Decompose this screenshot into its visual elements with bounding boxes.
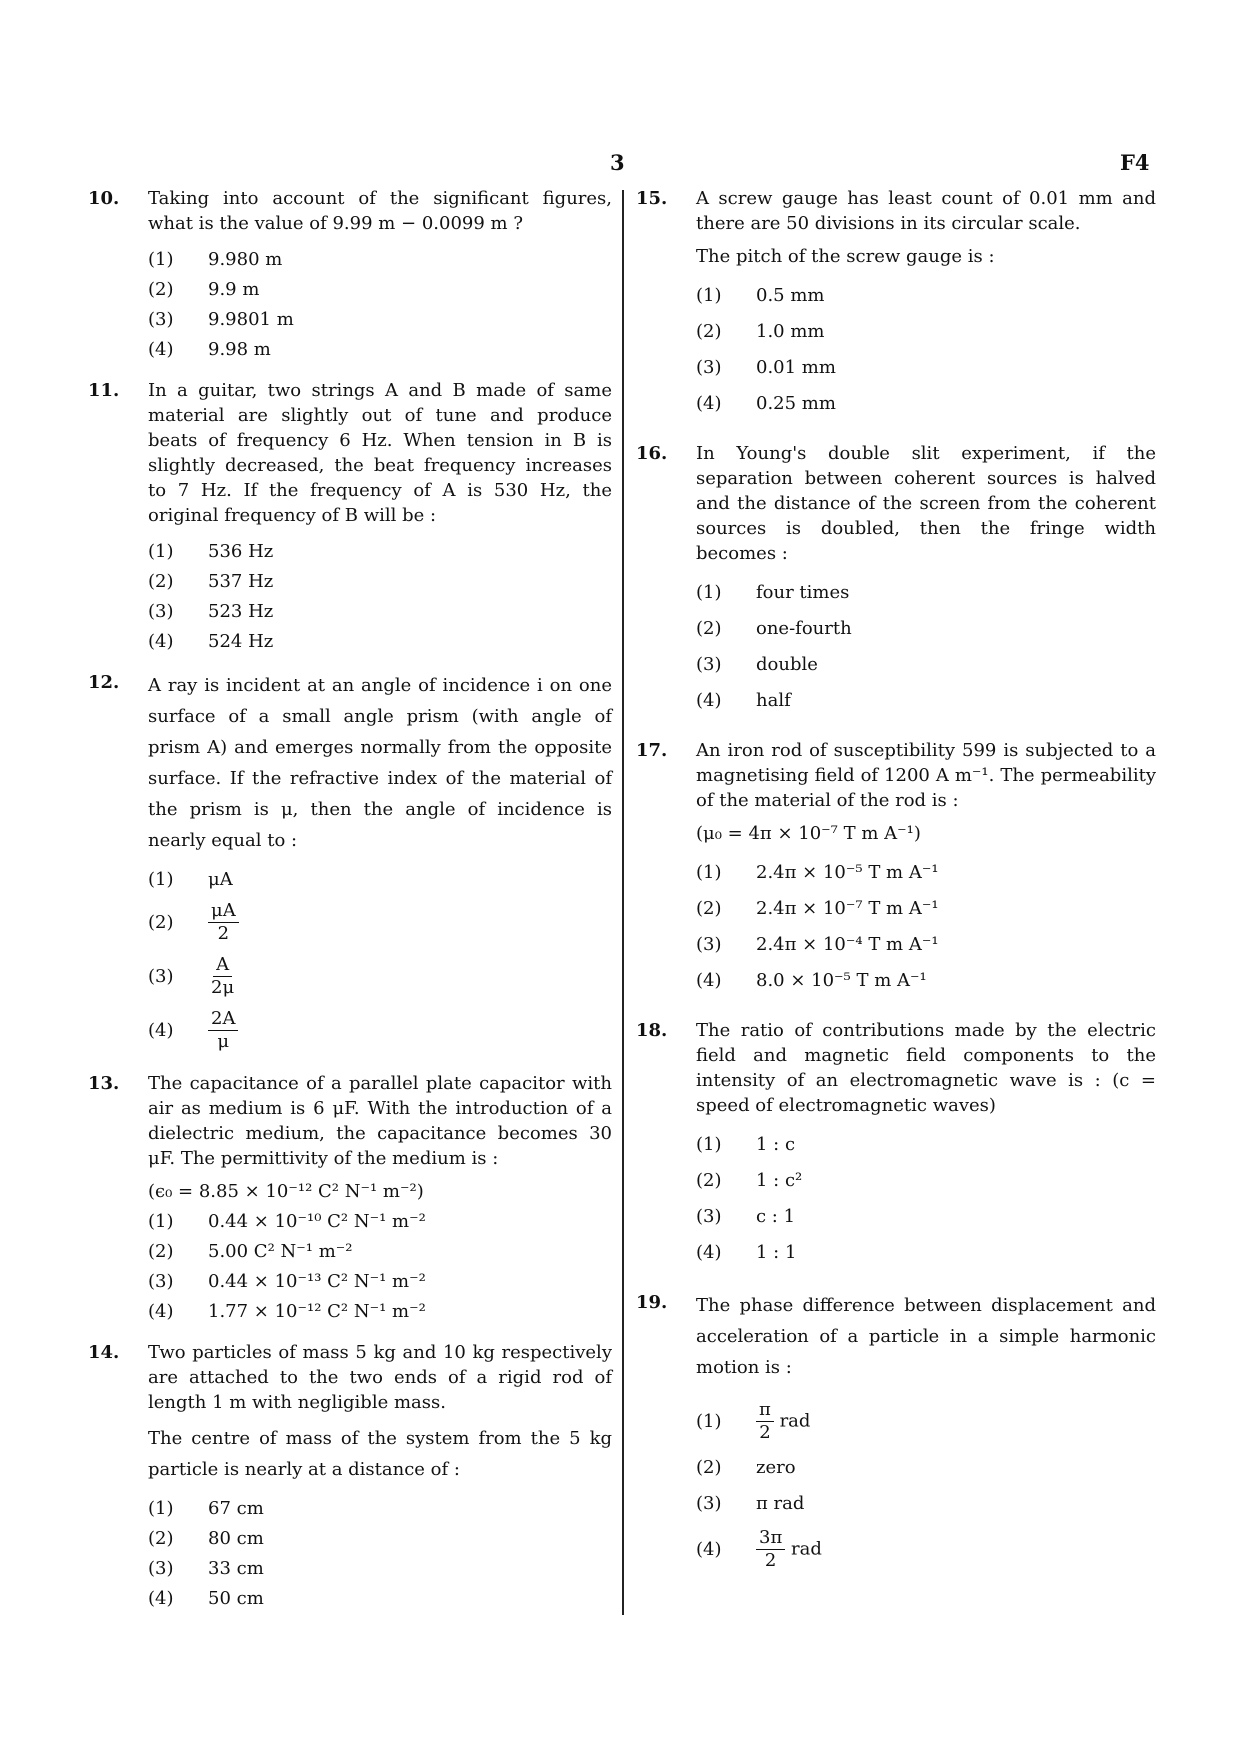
option-1: (1) 67 cm [148, 1497, 264, 1519]
column-divider [622, 190, 624, 1615]
option-2: (2) zero [696, 1456, 796, 1478]
paper-code: F4 [1120, 150, 1150, 175]
option-2: (2) one-fourth [696, 617, 852, 639]
question-16 [636, 441, 1156, 718]
question-15 [636, 186, 1156, 421]
option-4: (4) 9.98 m [148, 338, 271, 360]
option-3: (3) π rad [696, 1492, 805, 1514]
right-column [636, 186, 1156, 1577]
question-number: 15. [636, 188, 668, 209]
question-text: In a guitar, two strings A and B made of same material are slightly out of tune and produce beats of frequency 6 Hz. When tension in B is slightly decreased, the beat frequency increases to 7 Hz. If the frequency of A is 530 Hz, the original frequency of B will be : [148, 380, 612, 526]
option-1: (1) μA [148, 869, 233, 890]
question-number: 17. [636, 740, 668, 761]
question-text-2: The centre of mass of the system from the 5 kg particle is nearly at a distance of : [148, 1428, 612, 1480]
question-number: 16. [636, 443, 668, 464]
option-2: (2) $\frac{\mu A}{2}$ [148, 895, 612, 949]
option-2: (2) 5.00 C² N⁻¹ m⁻² [148, 1240, 353, 1262]
option-3: (3) 0.44 × 10⁻¹³ C² N⁻¹ m⁻² [148, 1270, 426, 1292]
option-1: (1) 2.4π × 10⁻⁵ T m A⁻¹ [696, 861, 939, 883]
option-4: (4) 1.77 × 10⁻¹² C² N⁻¹ m⁻² [148, 1300, 426, 1322]
question-text: A screw gauge has least count of 0.01 mm and there are 50 divisions in its circular scale. [696, 188, 1156, 234]
option-4: (4) 1 : 1 [696, 1241, 797, 1263]
question-number: 13. [88, 1073, 120, 1094]
option-4: (4) 0.25 mm [696, 392, 836, 414]
question-18 [636, 1018, 1156, 1270]
question-text: The phase difference between displacement and acceleration of a particle in a simple harmonic motion is : [696, 1295, 1156, 1378]
option-2: (2) 537 Hz [148, 570, 274, 592]
option-1: (1) 1 : c [696, 1133, 796, 1155]
fraction: $\frac{3\pi}{2}$ [756, 1527, 785, 1572]
option-3: (3) 0.01 mm [696, 356, 836, 378]
given-constant: (ϵ₀ = 8.85 × 10⁻¹² C² N⁻¹ m⁻²) [148, 1181, 424, 1202]
question-19 [636, 1290, 1156, 1577]
option-3: (3) c : 1 [696, 1205, 796, 1227]
left-column [88, 186, 612, 1613]
question-13 [88, 1071, 612, 1326]
option-3: (3) double [696, 653, 818, 675]
question-text: The capacitance of a parallel plate capacitor with air as medium is 6 μF. With the introduction of a dielectric medium, the capacitance becomes 30 μF. The permittivity of the medium is : [148, 1073, 612, 1169]
option-4: (4) $\frac{2A}{\mu}$ [148, 1003, 612, 1057]
question-14 [88, 1340, 612, 1613]
option-4: (4) 8.0 × 10⁻⁵ T m A⁻¹ [696, 969, 927, 991]
option-3: (3) $\frac{A}{2\mu}$ [148, 949, 612, 1003]
option-3: (3) 33 cm [148, 1557, 264, 1579]
question-text: A ray is incident at an angle of incidence i on one surface of a small angle prism (with angle of prism A) and emerges normally from the opposite surface. If the refractive index of the material of the prism is μ, then the angle of incidence is nearly equal to : [148, 675, 612, 851]
option-2: (2) 80 cm [148, 1527, 264, 1549]
question-12 [88, 670, 612, 1057]
option-4: (4) 524 Hz [148, 630, 274, 652]
fraction: $\frac{2A}{\mu}$ [208, 1008, 238, 1053]
question-number: 11. [88, 380, 120, 401]
question-text: In Young's double slit experiment, if the separation between coherent sources is halved and the distance of the screen from the coherent sources is doubled, then the fringe width becomes : [696, 443, 1156, 564]
option-3: (3) 2.4π × 10⁻⁴ T m A⁻¹ [696, 933, 939, 955]
option-2: (2) 1 : c² [696, 1169, 803, 1191]
question-10 [88, 186, 612, 364]
option-1: (1) 9.980 m [148, 248, 283, 270]
option-1: (1) 536 Hz [148, 540, 274, 562]
option-3: (3) 523 Hz [148, 600, 274, 622]
option-4: (4) half [696, 689, 791, 711]
question-number: 12. [88, 672, 120, 693]
option-2: (2) 2.4π × 10⁻⁷ T m A⁻¹ [696, 897, 939, 919]
option-3: (3) 9.9801 m [148, 308, 294, 330]
option-2: (2) 9.9 m [148, 278, 260, 300]
question-number: 10. [88, 188, 120, 209]
question-17 [636, 738, 1156, 998]
fraction: $\frac{\mu A}{2}$ [208, 900, 239, 945]
page-number: 3 [610, 150, 625, 175]
option-1: (1) four times [696, 581, 850, 603]
question-number: 18. [636, 1020, 668, 1041]
option-1: (1) $\frac{\pi}{2}$ rad [696, 1398, 811, 1443]
option-2: (2) 1.0 mm [696, 320, 825, 342]
fraction: $\frac{A}{2\mu}$ [211, 953, 235, 998]
option-4: (4) $\frac{3\pi}{2}$ rad [696, 1526, 822, 1571]
question-text: An iron rod of susceptibility 599 is subjected to a magnetising field of 1200 A m⁻¹. The permeability of the material of the rod is : [696, 740, 1156, 811]
fraction: $\frac{\pi}{2}$ [756, 1399, 774, 1444]
option-1: (1) 0.44 × 10⁻¹⁰ C² N⁻¹ m⁻² [148, 1210, 426, 1232]
option-4: (4) 50 cm [148, 1587, 264, 1609]
question-number: 14. [88, 1342, 120, 1363]
question-11 [88, 378, 612, 656]
question-text: The ratio of contributions made by the electric field and magnetic field components to the intensity of an electromagnetic wave is : (c = speed of electromagnetic waves) [696, 1020, 1156, 1116]
given-constant: (μ₀ = 4π × 10⁻⁷ T m A⁻¹) [696, 823, 921, 844]
question-number: 19. [636, 1292, 668, 1313]
question-text-2: The pitch of the screw gauge is : [696, 246, 995, 267]
question-text: Taking into account of the significant figures, what is the value of 9.99 m − 0.0099 m ? [148, 188, 612, 234]
question-text: Two particles of mass 5 kg and 10 kg respectively are attached to the two ends of a rigid rod of length 1 m with negligible mass. [148, 1342, 612, 1413]
option-1: (1) 0.5 mm [696, 284, 825, 306]
